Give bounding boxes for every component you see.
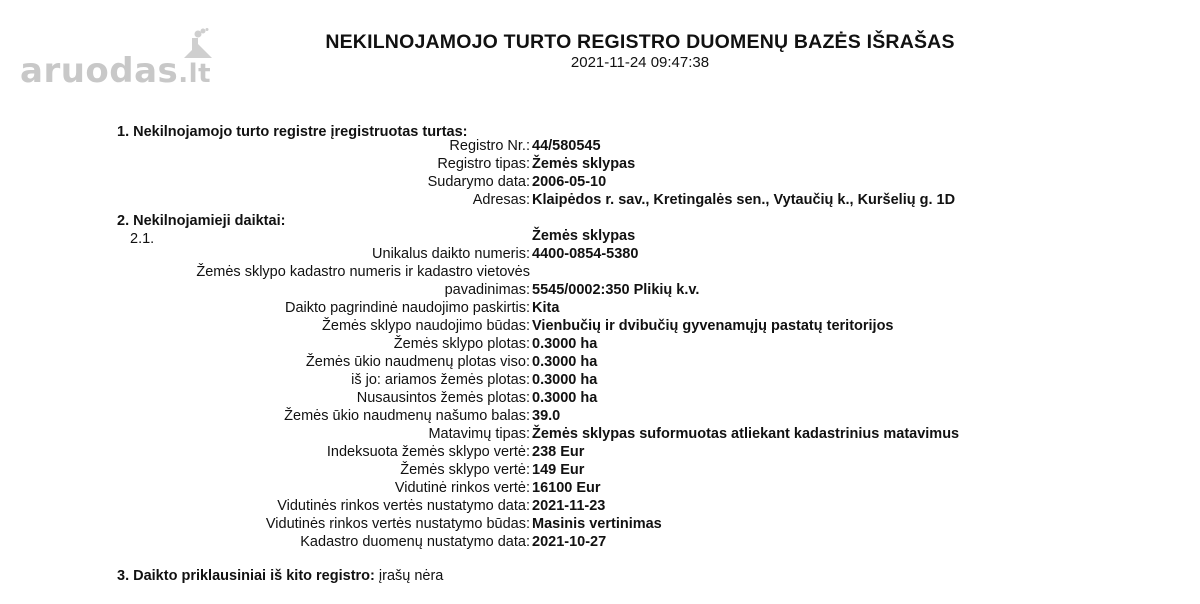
field-value: Klaipėdos r. sav., Kretingalės sen., Vytaučių k., Kuršelių g. 1D bbox=[532, 192, 956, 208]
field-label: Vidutinės rinkos vertės nustatymo būdas: bbox=[265, 516, 530, 532]
field-value: 238 Eur bbox=[532, 444, 585, 460]
field-value: 4400-0854-5380 bbox=[532, 246, 639, 262]
field-value: Kita bbox=[532, 300, 560, 316]
field-label: Registro Nr.: bbox=[449, 138, 530, 154]
section-3-value: įrašų nėra bbox=[378, 568, 444, 584]
field-label: Kadastro duomenų nustatymo data: bbox=[300, 534, 530, 550]
field-value: 0.3000 ha bbox=[532, 390, 598, 406]
document-title: NEKILNOJAMOJO TURTO REGISTRO DUOMENŲ BAZĖS IŠRAŠAS bbox=[325, 31, 955, 53]
field-label: Žemės sklypo plotas: bbox=[393, 336, 530, 352]
item-number: 2.1. bbox=[130, 231, 155, 247]
field-label: iš jo: ariamos žemės plotas: bbox=[351, 372, 530, 388]
field-label: Žemės ūkio naudmenų našumo balas: bbox=[284, 408, 530, 424]
field-value: 0.3000 ha bbox=[532, 336, 598, 352]
field-label: Žemės sklypo kadastro numeris ir kadastro vietovės bbox=[196, 264, 530, 280]
field-label: Žemės ūkio naudmenų plotas viso: bbox=[305, 354, 530, 370]
section-1-heading: 1. Nekilnojamojo turto registre įregistruotas turtas: bbox=[117, 124, 468, 140]
field-label: Registro tipas: bbox=[437, 156, 530, 172]
field-value: Masinis vertinimas bbox=[532, 516, 662, 532]
item-title: Žemės sklypas bbox=[532, 228, 636, 244]
field-label: Unikalus daikto numeris: bbox=[372, 246, 530, 262]
field-label: Vidutinė rinkos vertė: bbox=[394, 480, 530, 496]
field-value: 44/580545 bbox=[532, 138, 601, 154]
field-value: 2021-11-23 bbox=[532, 498, 606, 514]
field-value: 0.3000 ha bbox=[532, 372, 598, 388]
section-3-title: 3. Daikto priklausiniai iš kito registro: bbox=[117, 568, 375, 584]
field-label: Žemės sklypo naudojimo būdas: bbox=[322, 318, 530, 334]
field-value: Žemės sklypas suformuotas atliekant kadastrinius matavimus bbox=[532, 426, 960, 442]
field-value: Žemės sklypas bbox=[532, 156, 636, 172]
field-value: 5545/0002:350 Plikių k.v. bbox=[532, 282, 700, 298]
field-value: 16100 Eur bbox=[532, 480, 601, 496]
field-label: Indeksuota žemės sklypo vertė: bbox=[326, 444, 530, 460]
aruodas-watermark bbox=[20, 50, 210, 94]
field-label: Adresas: bbox=[472, 192, 530, 208]
section-2-heading: 2. Nekilnojamieji daiktai: bbox=[117, 213, 286, 229]
field-value: 0.3000 ha bbox=[532, 354, 598, 370]
field-value: 149 Eur bbox=[532, 462, 585, 478]
field-label: pavadinimas: bbox=[444, 282, 530, 298]
field-label: Vidutinės rinkos vertės nustatymo data: bbox=[277, 498, 530, 514]
field-label: Daikto pagrindinė naudojimo paskirtis: bbox=[284, 300, 530, 316]
field-label: Nusausintos žemės plotas: bbox=[356, 390, 530, 406]
field-label: Žemės sklypo vertė: bbox=[400, 462, 530, 478]
document-datetime: 2021-11-24 09:47:38 bbox=[570, 54, 710, 71]
watermark-brand: aruodas bbox=[20, 51, 179, 91]
field-label: Sudarymo data: bbox=[427, 174, 530, 190]
watermark-tld: .lt bbox=[178, 59, 212, 89]
field-value: 2021-10-27 bbox=[532, 534, 607, 550]
field-value: 39.0 bbox=[532, 408, 561, 424]
field-value: 2006-05-10 bbox=[532, 174, 607, 190]
field-value: Vienbučių ir dvibučių gyvenamųjų pastatų teritorijos bbox=[532, 318, 894, 334]
section-3-heading bbox=[117, 568, 443, 585]
field-label: Matavimų tipas: bbox=[428, 426, 530, 442]
